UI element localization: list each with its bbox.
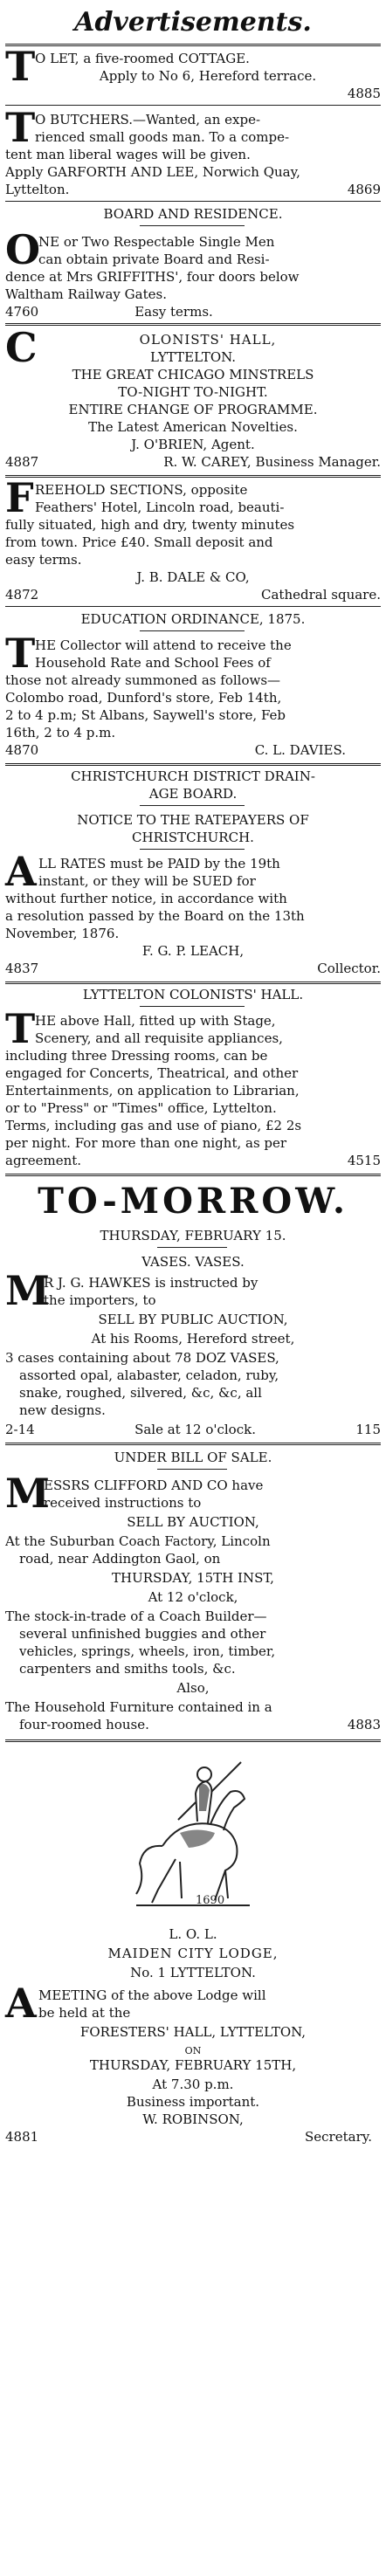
ad-text: road, near Addington Gaol, on <box>19 1551 221 1567</box>
ad-title: VASES. VASES. <box>141 1254 245 1270</box>
ad-text: Entertainments, on application to Librarian, <box>5 1083 300 1099</box>
ad-text: R. W. CAREY, Business Manager. <box>163 454 381 470</box>
ad-text: MEETING of the above Lodge will <box>38 1987 266 2003</box>
ad-footer <box>5 182 381 197</box>
ad-number: 4760 <box>5 304 39 320</box>
ad-text: engaged for Concerts, Theatrical, and other <box>5 1065 299 1081</box>
ad-text: 2 to 4 p.m; St Albans, Saywell's store, Feb <box>5 707 286 723</box>
ad-text: or to "Press" or "Times" office, Lyttelton. <box>5 1100 277 1116</box>
ad-text: The Latest American Novelties. <box>88 419 298 435</box>
ad-text: fully situated, high and dry, twenty minutes <box>5 517 295 533</box>
ad-title: L. O. L. <box>169 1926 217 1942</box>
ad-title: NOTICE TO THE RATEPAYERS OF <box>77 812 309 828</box>
ad-text: NE or Two Respectable Single Men <box>38 234 275 250</box>
ad-text: 3 cases containing about 78 DOZ VASES, <box>5 1350 279 1366</box>
ad-number: 4881 <box>5 2129 39 2145</box>
ad-text: Cathedral square. <box>261 587 381 603</box>
ad-text: THURSDAY, 15TH INST, <box>112 1570 274 1586</box>
divider <box>140 1006 245 1007</box>
ad-text: J. B. DALE & CO, <box>136 569 250 585</box>
ad-text: At his Rooms, Hereford street, <box>91 1331 295 1347</box>
drop-cap: M <box>5 1267 50 1314</box>
ad-footer <box>5 1153 381 1168</box>
ad-text: tent man liberal wages will be given. <box>5 147 251 162</box>
ad-footer <box>5 587 381 603</box>
ad-footer <box>5 1422 381 1437</box>
ad-text: instant, or they will be SUED for <box>38 873 256 889</box>
ad-date: THURSDAY, FEBRUARY 15. <box>100 1228 286 1243</box>
ad-text: Waltham Railway Gates. <box>5 286 167 302</box>
drop-cap: A <box>5 848 37 895</box>
ad-footer <box>5 454 381 470</box>
ad-number: 4870 <box>5 742 39 758</box>
drop-cap: F <box>5 474 34 521</box>
ad-text: 16th, 2 to 4 p.m. <box>5 725 116 740</box>
drop-cap: T <box>5 1005 36 1052</box>
divider <box>5 1174 381 1178</box>
ad-number: 4887 <box>5 454 39 470</box>
divider <box>140 805 245 806</box>
ad-text: rienced small goods man. To a compe- <box>35 129 290 145</box>
ad-title: UNDER BILL OF SALE. <box>114 1450 272 1465</box>
divider <box>140 849 245 850</box>
ad-text: LL RATES must be PAID by the 19th <box>38 856 280 871</box>
ad-text: ESSRS CLIFFORD AND CO have <box>44 1477 264 1493</box>
ad-footer <box>19 1717 381 1732</box>
drop-cap: O <box>5 226 41 273</box>
ad-number: 4869 <box>347 182 381 197</box>
ad-text: without further notice, in accordance with <box>5 891 287 906</box>
ad-text: those not already summoned as follows— <box>5 672 281 688</box>
page-title: Advertisements. <box>74 7 312 38</box>
ad-text: Terms, including gas and use of piano, £2 2s <box>5 1118 302 1133</box>
ad-title: BOARD AND RESIDENCE. <box>103 206 283 222</box>
divider <box>157 1469 227 1470</box>
ad-text: HE above Hall, fitted up with Stage, <box>35 1013 276 1029</box>
ad-number: 115 <box>355 1422 381 1437</box>
ad-footer <box>5 742 381 758</box>
drop-cap: C <box>5 324 38 371</box>
ad-text: Apply to No 6, Hereford terrace. <box>99 68 317 84</box>
ad-text: Apply GARFORTH AND LEE, Norwich Quay, <box>5 164 300 180</box>
ad-text: can obtain private Board and Resi- <box>38 251 270 267</box>
divider <box>5 1443 381 1447</box>
ad-text: REEHOLD SECTIONS, opposite <box>35 482 248 498</box>
divider <box>5 1739 381 1744</box>
divider <box>5 201 381 202</box>
ad-title: CHRISTCHURCH DISTRICT DRAIN- <box>71 768 315 784</box>
drop-cap: T <box>5 43 36 90</box>
ad-text: SELL BY PUBLIC AUCTION, <box>98 1312 288 1327</box>
divider <box>5 763 381 768</box>
ad-title: No. 1 LYTTELTON. <box>130 1965 256 1980</box>
ad-text: Also, <box>176 1680 210 1696</box>
divider <box>5 475 381 479</box>
ad-text: Scenery, and all requisite appliances, <box>35 1030 283 1046</box>
ad-text: Lyttelton. <box>5 182 70 197</box>
ad-text: At the Suburban Coach Factory, Lincoln <box>5 1533 271 1549</box>
ad-text: THURSDAY, FEBRUARY 15TH, <box>89 2057 297 2073</box>
ad-text: TO-NIGHT TO-NIGHT. <box>118 384 268 400</box>
ad-text: assorted opal, alabaster, celadon, ruby, <box>19 1367 279 1383</box>
ad-text: F. G. P. LEACH, <box>141 943 245 959</box>
ad-text: HE Collector will attend to receive the <box>35 637 292 653</box>
ad-text: new designs. <box>19 1402 106 1418</box>
ad-text: vehicles, springs, wheels, iron, timber, <box>19 1643 276 1659</box>
ad-text: THE GREAT CHICAGO MINSTRELS <box>72 367 314 382</box>
ad-number: 4883 <box>347 1717 381 1732</box>
ad-text: J. O'BRIEN, Agent. <box>131 437 255 452</box>
ad-text: a resolution passed by the Board on the 13th <box>5 908 305 924</box>
ad-text: easy terms. <box>5 552 82 568</box>
ad-text: Business important. <box>126 2094 260 2110</box>
ad-title: MAIDEN CITY LODGE, <box>107 1946 279 1961</box>
ad-text: received instructions to <box>44 1495 202 1511</box>
ad-text: Easy terms. <box>134 304 213 320</box>
ad-text: R J. G. HAWKES is instructed by <box>44 1275 258 1291</box>
divider <box>140 630 245 631</box>
ad-number: 4872 <box>5 587 39 603</box>
ad-text: OLONISTS' HALL, <box>139 332 277 348</box>
ad-text: several unfinished buggies and other <box>19 1626 266 1642</box>
ad-text: Collector. <box>317 961 381 976</box>
ad-text: dence at Mrs GRIFFITHS', four doors below <box>5 269 300 285</box>
ad-footer <box>5 304 381 320</box>
ad-text: Feathers' Hotel, Lincoln road, beauti- <box>35 499 285 515</box>
illustration-year: 1690 <box>196 1894 225 1907</box>
king-william-horse-illustration <box>128 1750 258 1916</box>
ad-text: from town. Price £40. Small deposit and <box>5 534 273 550</box>
ad-footer <box>5 2129 381 2145</box>
drop-cap: M <box>5 1470 50 1517</box>
ad-text: Colombo road, Dunford's store, Feb 14th, <box>5 690 282 706</box>
ad-text: C. L. DAVIES. <box>254 742 346 758</box>
ad-text: At 7.30 p.m. <box>152 2077 234 2092</box>
ad-footer <box>5 961 381 976</box>
ad-text: O BUTCHERS.—Wanted, an expe- <box>35 112 261 127</box>
ad-text: snake, roughed, silvered, &c, &c, all <box>19 1385 262 1401</box>
ad-title: AGE BOARD. <box>148 786 238 802</box>
headline-tomorrow: TO-MORROW. <box>38 1181 348 1222</box>
divider <box>5 981 381 986</box>
ad-title: CHRISTCHURCH. <box>132 830 254 845</box>
drop-cap: T <box>5 104 36 151</box>
ad-text: W. ROBINSON, <box>142 2111 244 2127</box>
ad-text: The Household Furniture contained in a <box>5 1699 272 1715</box>
ad-text: including three Dressing rooms, can be <box>5 1048 268 1064</box>
divider <box>5 606 381 607</box>
ad-text: O LET, a five-roomed COTTAGE. <box>35 51 250 66</box>
ad-number: 4515 <box>347 1153 381 1168</box>
ad-title: EDUCATION ORDINANCE, 1875. <box>80 611 306 627</box>
divider <box>5 323 381 327</box>
divider <box>140 225 245 226</box>
ad-text: November, 1876. <box>5 926 120 941</box>
ad-number: 4837 <box>5 961 39 976</box>
ad-text: ON <box>184 2045 202 2056</box>
ad-text: four-roomed house. <box>19 1717 149 1732</box>
ad-text: be held at the <box>38 2005 131 2021</box>
divider <box>5 44 381 48</box>
ad-text: The stock-in-trade of a Coach Builder— <box>5 1608 267 1624</box>
ad-title: LYTTELTON COLONISTS' HALL. <box>82 987 304 1002</box>
ad-text: the importers, to <box>44 1292 156 1308</box>
drop-cap: T <box>5 630 36 677</box>
ad-text: At 12 o'clock, <box>148 1589 238 1605</box>
ad-text: 2-14 <box>5 1422 35 1437</box>
ad-text: SELL BY AUCTION, <box>127 1514 259 1530</box>
ad-text: LYTTELTON. <box>149 349 237 365</box>
ad-text: Sale at 12 o'clock. <box>134 1422 256 1437</box>
ad-text: FORESTERS' HALL, LYTTELTON, <box>79 2024 307 2040</box>
divider <box>5 105 381 106</box>
ad-number: 4885 <box>347 86 381 101</box>
ad-text: carpenters and smiths tools, &c. <box>19 1661 236 1677</box>
ad-text: Secretary. <box>305 2129 372 2145</box>
divider <box>157 1247 227 1248</box>
ad-text: per night. For more than one night, as per <box>5 1135 287 1151</box>
ad-text: Household Rate and School Fees of <box>35 655 271 671</box>
drop-cap: A <box>5 1980 37 2027</box>
ad-text: agreement. <box>5 1153 82 1168</box>
ad-text: ENTIRE CHANGE OF PROGRAMME. <box>68 402 318 417</box>
